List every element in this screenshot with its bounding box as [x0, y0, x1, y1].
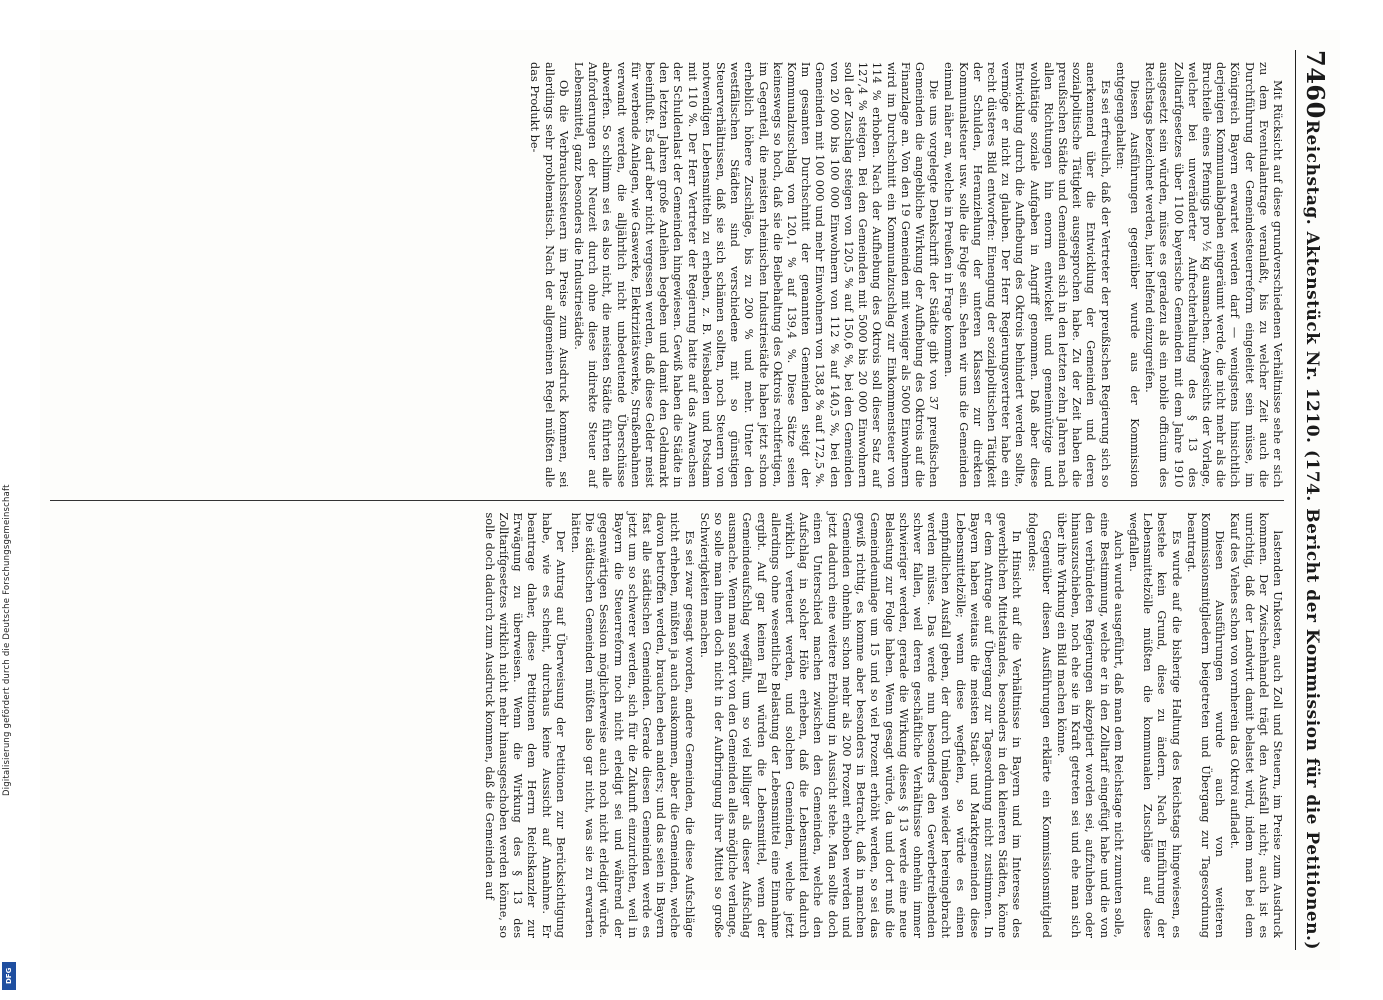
- page-number: 7460: [1301, 50, 1330, 119]
- paragraph: Gegenüber diesen Ausführungen erklärte ein Kommissionsmitglied folgendes:: [1025, 512, 1053, 938]
- page-header: [1295, 50, 1330, 950]
- dfg-logo-text: DFG: [5, 967, 13, 985]
- document-page: [40, 30, 1340, 970]
- paragraph: Es wurde auf die bisherige Haltung des Reichstags hingewiesen, es bestehe kein Grund, diese zu ändern. Nach Einführung der Lebensmittelzölle müßten die kommunalen Zuschläge auf diese wegfallen.: [1126, 512, 1183, 938]
- paragraph: Die uns vorgelegte Denkschrift der Städte gibt von 37 preußischen Gemeinden die angebliche Wirkung der Aufhebung des Oktrois auf die Finanzlage an. Von den 19 Gemeinden mit weniger als 5000 Einwohnern wird im Durchschnitt ein Kommunalzuschlag zur Einkommensteuer von 114 % erhoben. Nach der Aufhebung des Oktrois soll dieser Satz auf 127,4 % steigen. Bei den Gemeinden mit 5000 bis 20 000 Einwohnern soll der Zuschlag steigen von 120,5 % auf 150,6 %, bei den Gemeinden von 20 000 bis 100 000 Einwohnern von 112 % auf 140,5 %, bei den Gemeinden mit 100 000 und mehr Einwohnern von 138,8 % auf 172,5 %. Im gesamten Durchschnitt der genannten Gemeinden steigt der Kommunalzuschlag von 120,1 % auf 139,4 %. Diese Sätze seien keineswegs so hoch, daß sie die Beibehaltung des Oktrois rechtfertigen, im Gegenteil, die meisten rheinischen Industriestädte haben jetzt schon erheblich höhere Zuschläge, bis zu 200 % und mehr. Unter den westfälischen Städten sind verschiedene mit so günstigen Steuerverhältnissen, daß sie sich schämen sollten, noch Steuern von notwendigen Lebensmitteln zu erheben, z. B. Wiesbaden und Potsdam mit 110 %. Der Herr Vertreter der Regierung hatte auf das Anwachsen der Schuldenlast der Gemeinden hingewiesen. Gewiß haben die Städte in den letzten Jahren große Anleihen begeben und damit den Geldmarkt beeinflußt. Es darf aber nicht vergessen werden, daß diese Gelder meist für werbende Anlagen, wie Gaswerke, Elektrizitätswerke, Straßenbahnen verwandt werden, die alljährlich nicht unbedeutende Überschüsse abwerfen. So schlimm sei es also nicht, die meisten Städte führten alle Anforderungen der Neuzeit durch ohne diese indirekte Steuer auf Lebensmittel, ganz besonders die Industriestädte.: [572, 62, 941, 488]
- left-column: [50, 50, 1284, 500]
- paragraph: Auch wurde ausgeführt, daß man dem Reichstage nicht zumuten solle, eine Bestimmung, welche er in den Zolltarif eingefügt habe und die von den verbündeten Regierungen akzeptiert worden sei, aufzuheben oder hinauszuschieben, noch ehe sie in Kraft getreten sei und ehe man sich über ihre Wirkung ein Bild machen könne.: [1054, 512, 1125, 938]
- dfg-funding-note: Digitalisierung gefördert durch die Deutsche Forschungsgemeinschaft: [2, 484, 12, 796]
- paragraph: Diesen Ausführungen gegenüber wurde aus der Kommission entgegengehalten:: [1113, 62, 1141, 488]
- paragraph: Der Antrag auf Überweisung der Petitionen zur Berücksichtigung habe, wie es scheint, durchaus keine Aussicht auf Annahme. Er beantrage daher, diese Petitionen dem Herrn Reichskanzler zur Erwägung zu überweisen. Wenn die Wirkung des § 13 des Zolltarifgesetzes wirklich nicht mehr hinausgeschoben werden könne, so solle doch dadurch zum Ausdruck kommen, daß die Gemeinden auf: [482, 512, 567, 938]
- text-columns: [50, 50, 1284, 950]
- paragraph: Diesen Ausführungen wurde auch von weiteren Kommissionsmitgliedern beigetreten und Übergang zur Tagesordnung beantragt.: [1184, 512, 1227, 938]
- page-title: Reichstag. Aktenstück Nr. 1210. (174. Bericht der Kommission für die Petitionen.): [1302, 119, 1322, 950]
- right-column: [50, 501, 1284, 951]
- paragraph: In Hinsicht auf die Verhältnisse in Bayern und im Interesse des gewerblichen Mittelstandes, besonders in den kleineren Städten, könne er dem Antrage auf Übergang zur Tagesordnung nicht zustimmen. In Bayern haben weitaus die meisten Stadt- und Marktgemeinden diese Lebensmittelzölle; wenn diese wegfielen, so würde es einen empfindlichen Ausfall geben, der durch Umlagen wieder hereingebracht werden müsse. Das werde nun besonders den Gewerbetreibenden schwer fallen, weil deren geschäftliche Verhältnisse ohnehin immer schwieriger werden, gerade die Wirkung dieses § 13 werde eine neue Belastung zur Folge haben. Wenn gesagt würde, da und dort muß die Gemeindeumlage um 15 und so viel Prozent erhöht werden, so sei das gewiß richtig, es komme aber besonders in Betracht, daß in manchen Gemeinden ohnehin schon mehr als 200 Prozent erhoben werden und jetzt dadurch eine weitere Erhöhung in Aussicht stehe. Man sollte doch einen Unterschied machen zwischen den Gemeinden, welche den Aufschlag in solcher Höhe erheben, daß die Lebensmittel dadurch wirklich verteuert werden, und solchen Gemeinden, welche jetzt allerdings ohne wesentliche Belastung der Lebensmittel eine Einnahme ergibt. Auf gar keinen Fall würden die Lebensmittel, wenn der Gemeindeaufschlag wegfällt, um so viel billiger als dieser Aufschlag ausmache. Wenn man sofort von den Gemeinden alles mögliche verlange, so solle man ihnen doch nicht in der Aufbringung ihrer Mittel so große Schwierigkeiten machen.: [697, 512, 1024, 938]
- dfg-logo: [2, 962, 16, 990]
- paragraph: Ob die Verbrauchssteuern im Preise zum Ausdruck kommen, sei allerdings sehr problematisch. Nach der allgemeinen Regel müßten alle das Produkt be-: [528, 62, 570, 488]
- paragraph: Mit Rücksicht auf diese grundverschiedenen Verhältnisse sehe er sich zu dem Eventualantrage veranlaßt, bis zu welcher Zeit auch die Durchführung der Gemeindesteuerreform eingeleitet sein müsse, im Königreich Bayern erwartet werden darf — wenigstens hinsichtlich derjenigen Kommunalabgaben eingeräumt werde, die nicht mehr als die Bruchteile eines Pfennigs pro ½ kg ausmachen. Angesichts der Vorlage, welcher bei unveränderter Aufrechterhaltung des § 13 des Zolltarifgesetzes über 1100 bayerische Gemeinden mit dem Jahre 1910 ausgesetzt sein würden, müsse es geradezu als ein nobile officium des Reichstags bezeichnet werden, hier helfend einzugreifen.: [1143, 62, 1284, 488]
- paragraph: lastenden Unkosten, auch Zoll und Steuern, im Preise zum Ausdruck kommen. Der Zwischenhandel trägt den Ausfall nicht; auch ist es unrichtig, daß der Landwirt damit belastet wird, indem man bei dem Kauf des Viehes schon von vornherein das Oktroi aufladet.: [1228, 512, 1284, 938]
- paragraph: Es sei zwar gesagt worden, andere Gemeinden, die diese Aufschläge nicht erheben, müßten ja auch auskommen, aber die Gemeinden, welche davon betroffen werden, brauchen eben anders; und das seien in Bayern fast alle städtischen Gemeinden. Gerade diesen Gemeinden werde es jetzt um so schwerer werden, sich für die Zukunft einzurichten, weil in Bayern die Steuerreform noch nicht erledigt sei und während der gegenwärtigen Session möglicherweise auch noch nicht erledigt würde. Die städtischen Gemeinden müßten also gar nicht, was sie zu erwarten hätten.: [569, 512, 696, 938]
- page-frame: [40, 30, 1340, 970]
- paragraph: Es sei erfreulich, daß der Vertreter der preußischen Regierung sich so anerkennend über die Entwicklung der Gemeinden und deren sozialpolitische Tätigkeit ausgesprochen habe. Zu der Zeit haben die preußischen Städte und Gemeinden sich in den letzten zehn Jahren nach allen Richtungen hin enorm entwickelt und gemeinnützige und wohltätige soziale Aufgaben in Angriff genommen. Daß aber diese Entwicklung durch die Aufhebung des Oktrois behindert werden sollte, vermöge er nicht zu glauben. Der Herr Regierungsvertreter habe ein recht düsteres Bild entworfen: Einengung der sozialpolitischen Tätigkeit der Schulden, Heranziehung der unteren Klassen zur direkten Kommunalsteuer usw. solle die Folge sein. Sehen wir uns die Gemeinden einmal näher an, welche in Preußen in Frage kommen.: [942, 62, 1112, 488]
